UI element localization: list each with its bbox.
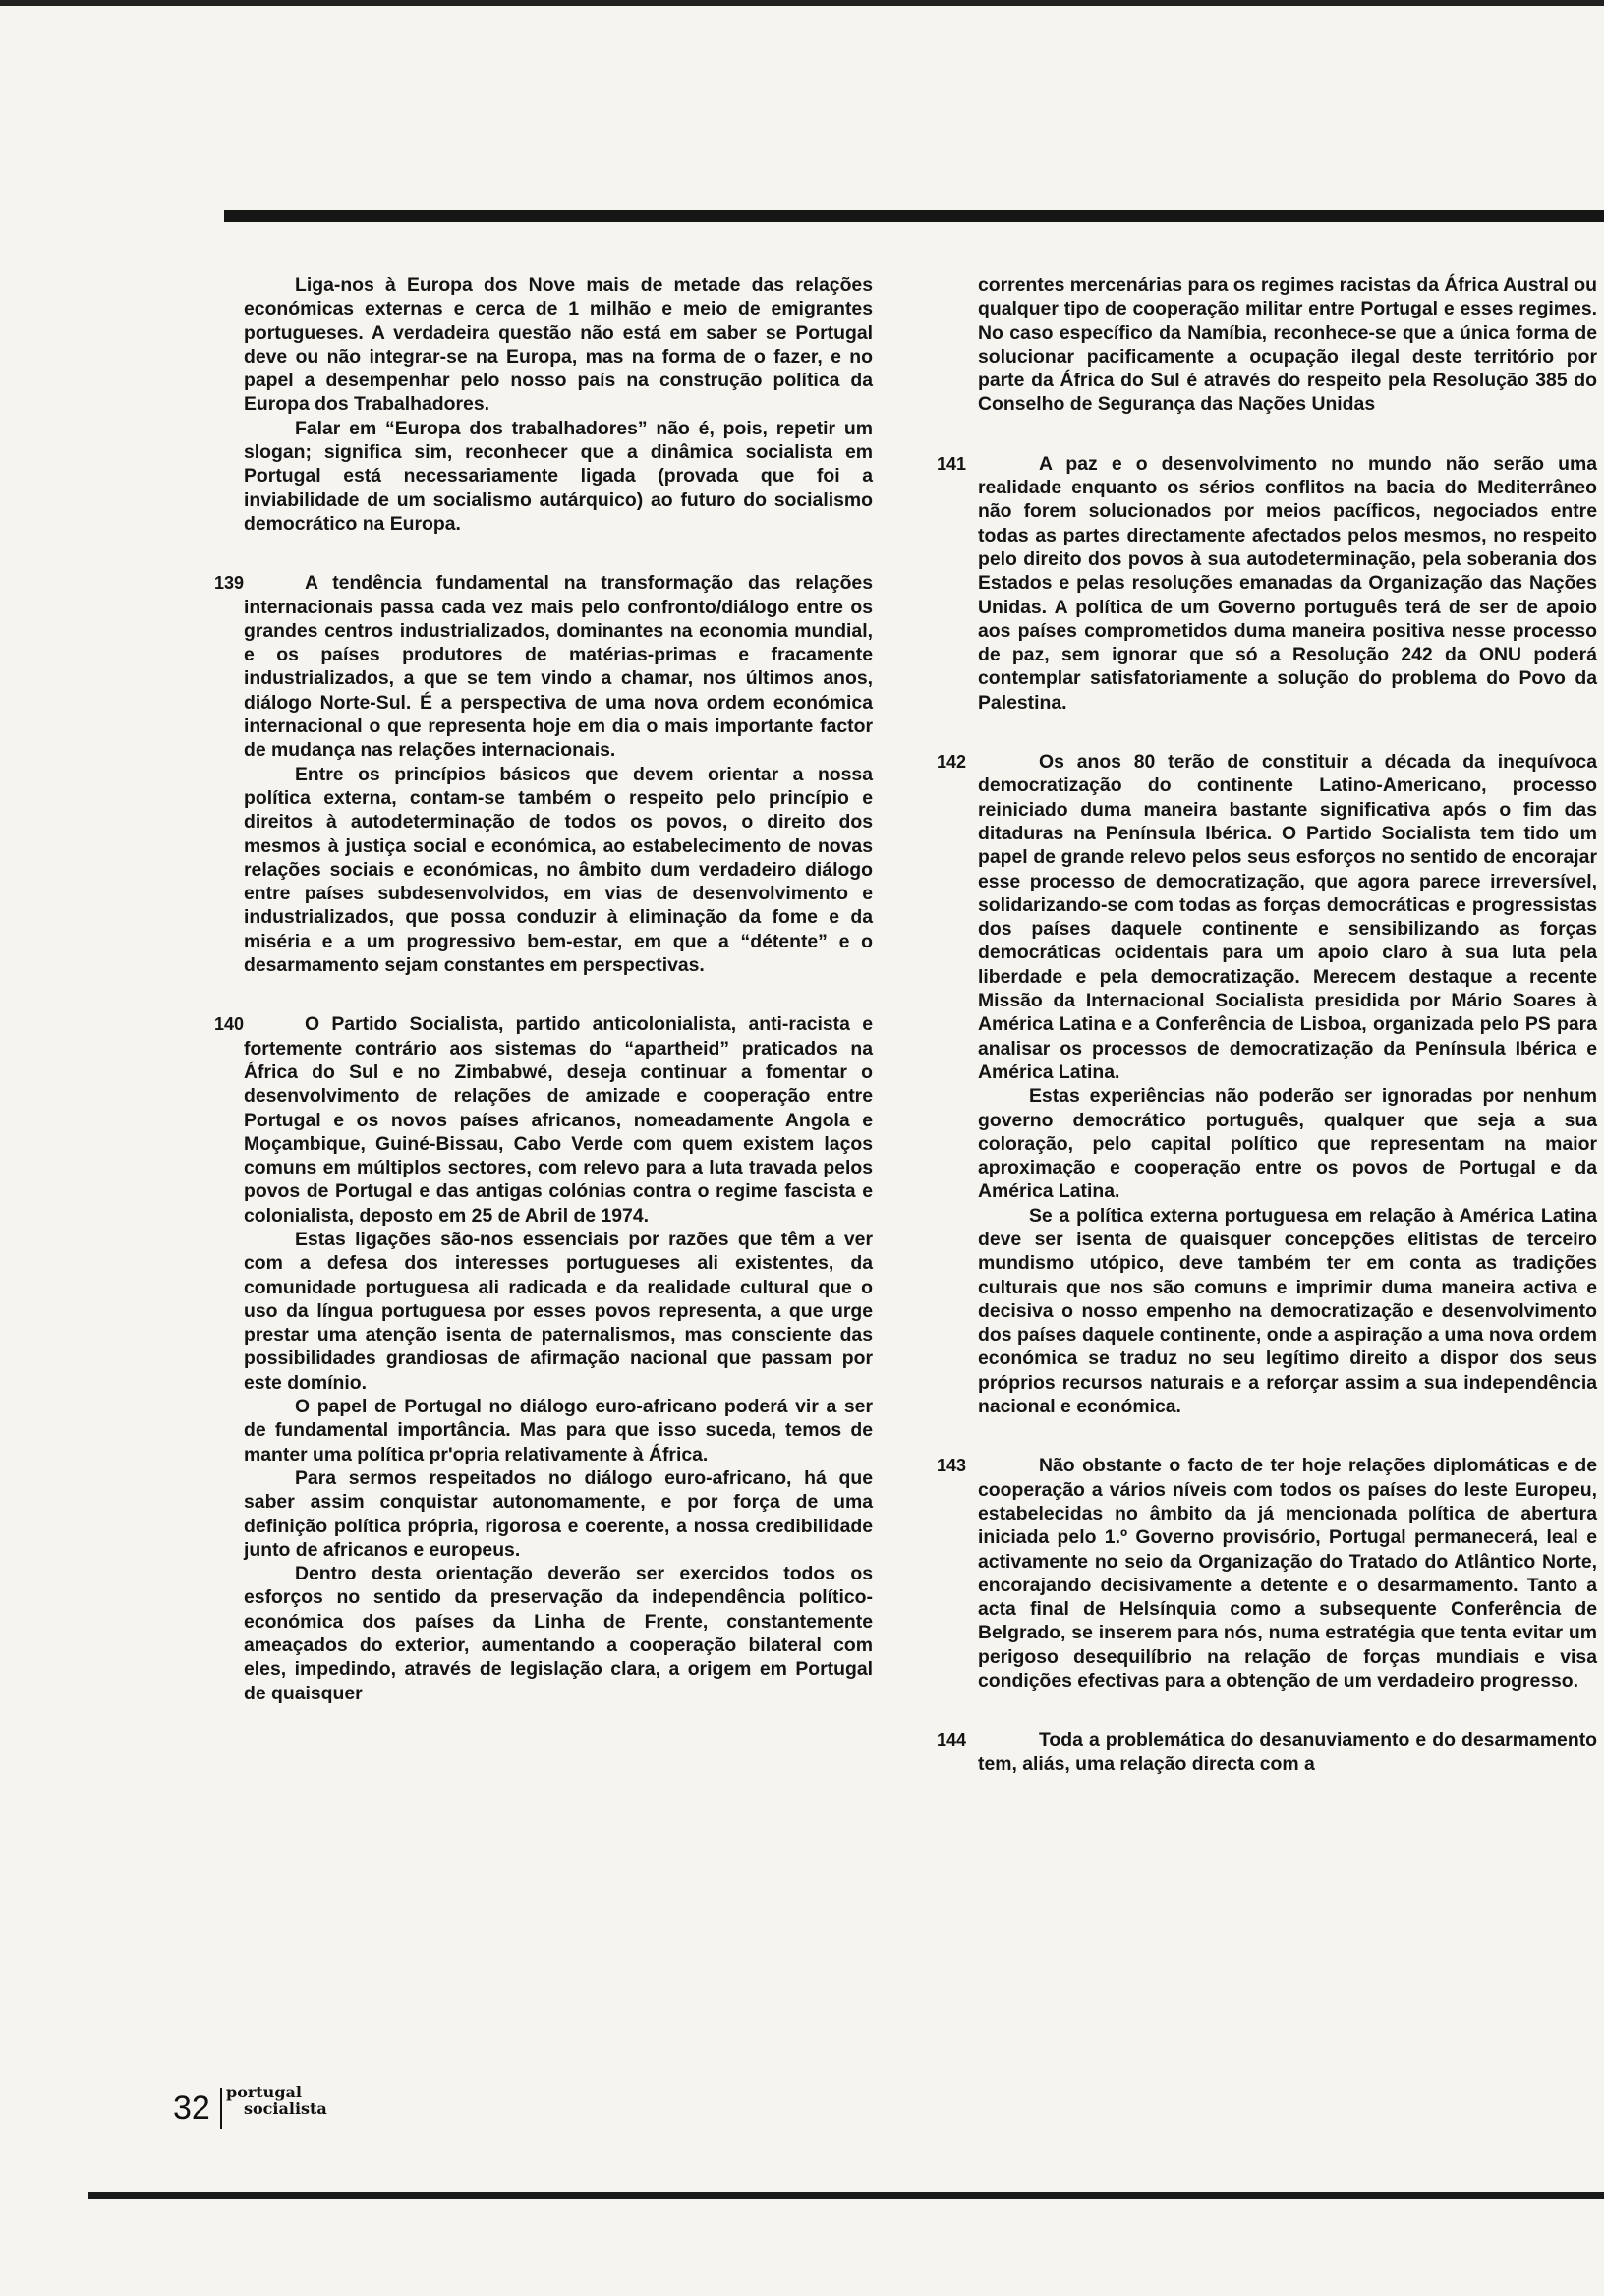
section-143 [937,1454,1597,1693]
paragraph: O papel de Portugal no diálogo euro-africano poderá vir a ser de fundamental importância. Mas para que isso suceda, temos de manter uma política pr'opria relativamente à África. [244,1396,873,1465]
section-number: 144 [937,1730,967,1751]
paragraph: Toda a problemática do desanuviamento e do desarmamento tem, aliás, uma relação directa com a [978,1729,1597,1775]
paragraph: Se a política externa portuguesa em relação à América Latina deve ser isenta de quaisquer concepções elitistas de terceiro mundismo utópico, deve também ter em conta as tradições culturais que nos são comuns e imprimir duma maneira activa e decisiva o nosso empenho na democratização e desenvolvimento dos países daquele continente, onde a aspiração a uma nova ordem económica se traduz no seu legítimo direito a dispor dos seus próprios recursos naturais e a reforçar assim a sua independência nacional e económica. [978,1204,1597,1418]
section-140 [214,1012,873,1705]
logo-line: socialista [244,2099,327,2118]
paragraph: Dentro desta orientação deverão ser exercidos todos os esforços no sentido da preservação da independência político-económica dos países da Linha de Frente, constantemente ameaçados do exterior, aumentando a cooperação bilateral com eles, impedindo, através de legislação clara, a origem em Portugal de quaisquer [244,1563,873,1704]
paragraph: Estas experiências não poderão ser ignoradas por nenhum governo democrático português, qualquer que seja a sua coloração, pelo capital político que representam na maior aproximação e cooperação entre os povos de Portugal e da América Latina. [978,1085,1597,1203]
paragraph: A paz e o desenvolvimento no mundo não serão uma realidade enquanto os sérios conflitos na bacia do Mediterrâneo não forem solucionados por meios pacíficos, negociados entre todas as partes directamente afectados pelos mesmos, no respeito pelo direito dos povos à sua autodeterminação, pela soberania dos Estados e pelas resoluções emanadas da Organização das Nações Unidas. A política de um Governo português terá de ser de apoio aos países comprometidos duma maneira positiva nesse processo de paz, sem ignorar que só a Resolução 242 da ONU poderá contemplar satisfatoriamente a solução do problema do Povo da Palestina. [978,452,1597,714]
section-number: 142 [937,752,967,773]
page-top-edge [0,0,1604,6]
section-number: 139 [214,573,245,594]
footer-rule [88,2192,1604,2199]
paragraph: Para sermos respeitados no diálogo euro-africano, há que saber assim conquistar autonomamente, e por força de uma definição política própria, rigorosa e coerente, a nossa credibilidade junto de africanos e europeus. [244,1466,873,1561]
section-144 [937,1728,1597,1776]
footer-divider [220,2088,222,2129]
logo-line: portugal [226,2083,302,2101]
section-number: 143 [937,1456,967,1476]
header-rule [224,210,1604,222]
section-141 [937,452,1597,715]
paragraph: Não obstante o facto de ter hoje relações diplomáticas e de cooperação a vários níveis com todos os países do leste Europeu, estabelecidas no âmbito da já mencionada política de abertura iniciada pelo 1.º Governo provisório, Portugal permanecerá, leal e activamente no seio da Organização do Tratado do Atlântico Norte, encorajando decisivamente a detente e o desarmamento. Tanto a acta final de Helsínquia como a subsequente Conferência de Belgrado, se inserem para nós, numa estratégia que tenta evitar um perigoso desequilíbrio na relação de forças mundiais e visa condições efectivas para a obtenção de um verdadeiro progresso. [978,1455,1597,1693]
section-139 [214,571,873,977]
section-number: 140 [214,1014,245,1035]
publication-logo [226,2083,327,2118]
section-number: 141 [937,453,967,474]
paragraph: A tendência fundamental na transformação das relações internacionais passa cada vez mais pelo confronto/diálogo entre os grandes centros industrializados, dominantes na economia mundial, e os países produtores de matérias-primas e fracamente industrializados, a que se tem vindo a chamar, nos últimos anos, diálogo Norte-Sul. É a perspectiva de uma nova ordem económica internacional o que representa hoje em dia o mais importante factor de mudança nas relações internacionais. [244,572,873,762]
paragraph: correntes mercenárias para os regimes racistas da África Austral ou qualquer tipo de cooperação militar entre Portugal e esses regimes. No caso específico da Namíbia, reconhece-se que a única forma de solucionar pacificamente a ocupação ilegal deste território por parte da África do Sul é através do respeito pela Resolução 385 do Conselho de Segurança das Nações Unidas [978,274,1597,416]
paragraph: Estas ligações são-nos essenciais por razões que têm a ver com a defesa dos interesses portugueses ali existentes, da comunidade portuguesa ali radicada e da realidade cultural que o uso da língua portuguesa por esses povos representa, a que urge prestar uma atenção isenta de paternalismos, mas consciente das possibilidades grandiosas de afirmação nacional que passam por este domínio. [244,1228,873,1394]
paragraph: Entre os princípios básicos que devem orientar a nossa política externa, contam-se também o respeito pelo princípio e direitos à autodeterminação de todos os povos, o direito dos mesmos à justiça social e económica, ao estabelecimento de novas relações sociais e económicas, no âmbito dum verdadeiro diálogo entre países subdesenvolvidos, em vias de desenvolvimento e industrializados, que possa conduzir à eliminação da fome e da miséria e a um progressivo bem-estar, em que a “détente” e o desarmamento sejam constantes em perspectivas. [244,763,873,977]
section-142 [937,750,1597,1418]
paragraph: O Partido Socialista, partido anticolonialista, anti-racista e fortemente contrário aos sistemas do “apartheid” praticados na África do Sul e no Zimbabwé, deseja continuar a fomentar o desenvolvimento de relações de amizade e cooperação entre Portugal e os novos países africanos, nomeadamente Angola e Moçambique, Guiné-Bissau, Cabo Verde com quem existem laços comuns em múltiplos sectores, com relevo para a luta travada pelos povos de Portugal e das antigas colónias contra o regime fascista e colonialista, deposto em 25 de Abril de 1974. [244,1013,873,1227]
page-number: 32 [173,2090,210,2127]
right-column [937,273,1597,1776]
left-column [214,273,873,1705]
paragraph: Os anos 80 terão de constituir a década da inequívoca democratização do continente Latino-Americano, processo reiniciado duma maneira bastante significativa após o fim das ditaduras na Península Ibérica. O Partido Socialista tem tido um papel de grande relevo pelos seus esforços no sentido de encorajar esse processo de democratização, que agora parece irreversível, solidarizando-se com todas as forças democráticas e progressistas dos países daquele continente e sensibilizando as forças democráticas ocidentais para um apoio claro à sua luta pela liberdade e pela democratização. Merecem destaque a recente Missão da Internacional Socialista presidida por Mário Soares à América Latina e a Conferência de Lisboa, organizada pelo PS para analisar os processos de democratização da Península Ibérica e América Latina. [978,751,1597,1083]
paragraph: Falar em “Europa dos trabalhadores” não é, pois, repetir um slogan; significa sim, reconhecer que a dinâmica socialista em Portugal está necessariamente ligada (provada que foi a inviabilidade de um socialismo autárquico) ao futuro do socialismo democrático na Europa. [244,417,873,535]
paragraph: Liga-nos à Europa dos Nove mais de metade das relações económicas externas e cerca de 1 milhão e meio de emigrantes portugueses. A verdadeira questão não está em saber se Portugal deve ou não integrar-se na Europa, mas na forma de o fazer, e no papel a desempenhar pelo nosso país na construção política da Europa dos Trabalhadores. [244,274,873,416]
